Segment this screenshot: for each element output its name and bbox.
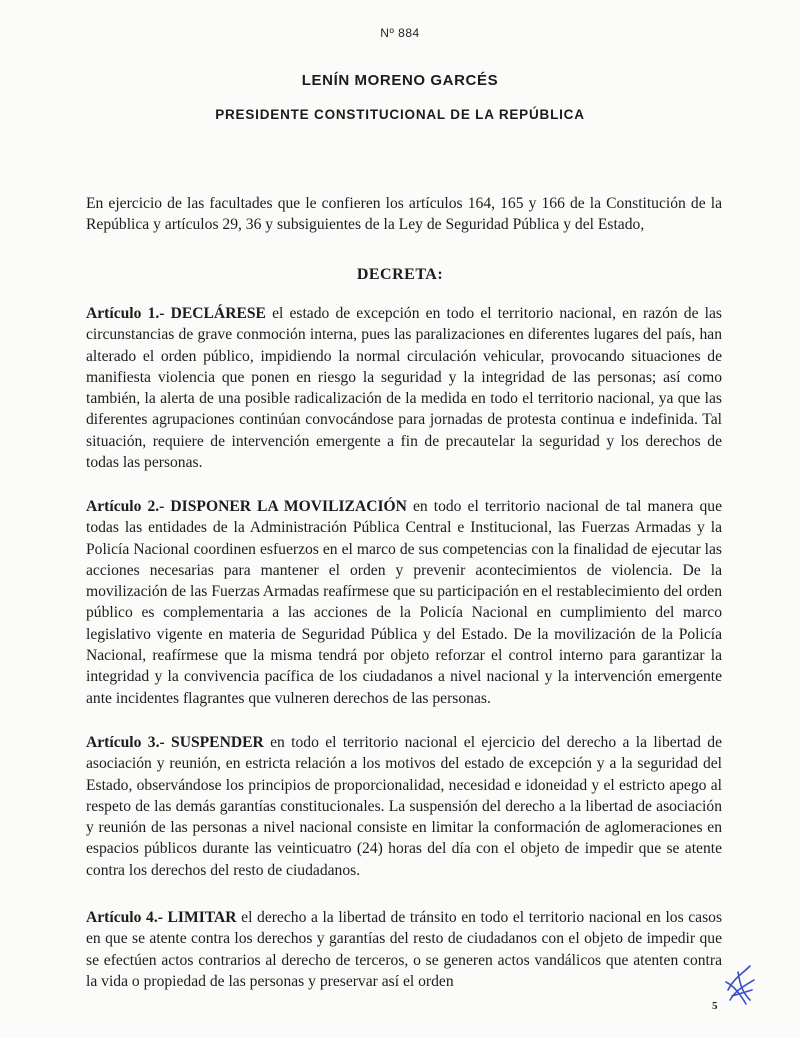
signature-initials: [720, 960, 760, 1010]
article-4: [86, 907, 722, 992]
article-3: [86, 732, 722, 881]
decree-number: Nº 884: [380, 26, 420, 40]
article-label: Artículo 2.-: [86, 498, 165, 515]
article-verb: DECLÁRESE: [170, 305, 266, 322]
author-name: LENÍN MORENO GARCÉS: [301, 72, 499, 89]
article-verb: LIMITAR: [167, 909, 237, 926]
article-text: el estado de excepción en todo el territorio nacional, en razón de las circunstancias de grave conmoción interna, pues las paralizaciones en diferentes lugares del país, han alterado el orden público, impidiendo la normal circulación vehicular, provocando situaciones de manifiesta violencia que ponen en riesgo la seguridad y la integridad de las personas; así como también, la alerta de una posible radicalización de la medida en todo el territorio nacional, ya que las diferentes agrupaciones continúan convocándose para jornadas de protesta continua e indefinida. Tal situación, requiere de intervención emergente a fin de precautelar la seguridad y los derechos de todas las personas.: [86, 305, 722, 472]
article-label: Artículo 4.-: [86, 909, 163, 926]
article-text: en todo el territorio nacional de tal manera que todas las entidades de la Administración Pública Central e Institucional, las Fuerzas Armadas y la Policía Nacional coordinen esfuerzos en el marco de sus competencias con la finalidad de ejecutar las acciones necesarias para mantener el orden y prevenir acontecimientos de violencia. De la movilización de las Fuerzas Armadas reafírmese que su participación en el restablecimiento del orden público es complementaria a las acciones de la Policía Nacional en cumplimiento del marco legislativo vigente en materia de Seguridad Pública y del Estado. De la movilización de la Policía Nacional, reafírmese que la misma tendrá por objeto reforzar el control interno para garantizar la integridad y la convivencia pacífica de los ciudadanos a nivel nacional y la intervención emergente ante incidentes flagrantes que vulneren derechos de las personas.: [86, 498, 722, 707]
page-number: 5: [712, 1000, 718, 1012]
article-label: Artículo 3.-: [86, 734, 165, 751]
article-2: [86, 496, 722, 709]
decree-heading: DECRETA:: [356, 266, 444, 283]
article-text: en todo el territorio nacional el ejercicio del derecho a la libertad de asociación y reunión, en estricta relación a los motivos del estado de excepción y a la seguridad del Estado, observándose los principios de proporcionalidad, necesidad e idoneidad y el estricto apego al respeto de las demás garantías constitucionales. La suspensión del derecho a la libertad de asociación y reunión de las personas a nivel nacional consiste en limitar la conformación de aglomeraciones en espacios públicos durante las veinticuatro (24) horas del día con el objeto de impedir que se atente contra los derechos del resto de ciudadanos.: [86, 734, 723, 879]
article-verb: SUSPENDER: [171, 734, 264, 751]
article-1: [86, 303, 722, 473]
preamble-paragraph: En ejercicio de las facultades que le confieren los artículos 164, 165 y 166 de la Constitución de la República y artículos 29, 36 y subsiguientes de la Ley de Seguridad Pública y del Estado,: [86, 195, 722, 234]
article-text: el derecho a la libertad de tránsito en todo el territorio nacional en los casos en que se atente contra los derechos y garantías del resto de ciudadanos con el objeto de impedir que se efectúen actos contrarios al derecho de terceros, o se generen actos vandálicos que atenten contra la vida o propiedad de las personas y preservar así el orden: [86, 909, 723, 990]
article-verb: DISPONER LA MOVILIZACIÓN: [170, 498, 407, 515]
author-office: PRESIDENTE CONSTITUCIONAL DE LA REPÚBLICA: [215, 107, 585, 122]
article-label: Artículo 1.-: [86, 305, 165, 322]
